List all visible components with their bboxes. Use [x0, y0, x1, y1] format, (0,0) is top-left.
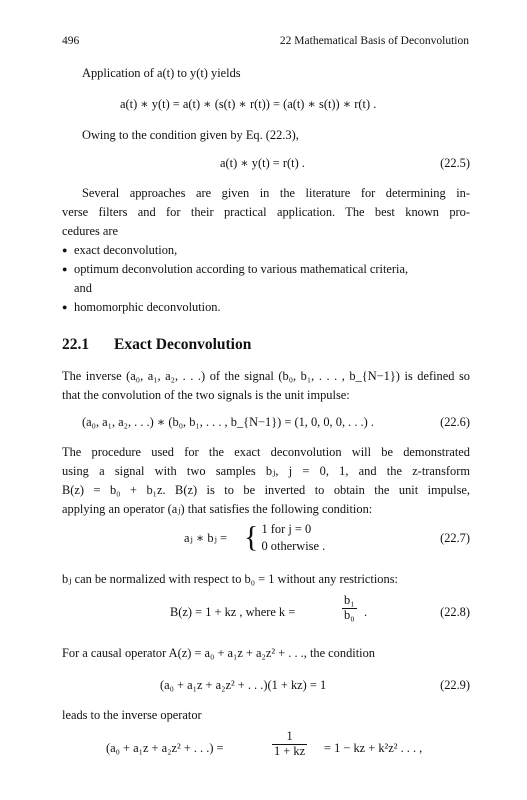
- section-title: Exact Deconvolution: [114, 336, 252, 353]
- equation-fraction: [272, 730, 307, 758]
- case-two: 0 otherwise .: [261, 538, 326, 553]
- cases-block: [262, 521, 326, 554]
- equation-body: a(t) ∗ y(t) = a(t) ∗ (s(t) ∗ r(t)) = (a(t) ∗ s(t)) ∗ r(t) .: [120, 97, 377, 111]
- equation-body: (a₀ + a₁z + a₂z² + . . .)(1 + kz) = 1: [160, 678, 327, 692]
- paragraph-procedure-line-1: The procedure used for the exact deconvolution will be demonstrated: [62, 445, 470, 459]
- paragraph-approaches-line-2: verse filters and for their practical application. The best known pro-: [62, 205, 470, 219]
- case-one: 1 for j = 0: [261, 522, 312, 536]
- bullet-icon: ●: [62, 264, 68, 274]
- fraction-numerator: b₁: [344, 593, 355, 607]
- equation-associativity: [62, 95, 470, 119]
- paragraph-approaches-line-3: cedures are: [62, 224, 119, 238]
- paragraph-causal: For a causal operator A(z) = a₀ + a₁z + a₂z² + . . ., the condition: [62, 646, 375, 660]
- equation-22-5: [62, 154, 470, 178]
- section-heading: [62, 333, 251, 356]
- running-header: [62, 33, 469, 49]
- equation-lhs: aⱼ ∗ bⱼ =: [184, 531, 227, 545]
- equation-body: B(z) = 1 + kz , where k =: [170, 605, 296, 619]
- equation-cases: [244, 521, 325, 554]
- equation-tail: .: [364, 605, 368, 619]
- equation-body: a(t) ∗ y(t) = r(t) .: [220, 156, 305, 170]
- list-item-text: homomorphic deconvolution.: [74, 300, 221, 314]
- paragraph-procedure-line-4: applying an operator (aⱼ) that satisfies the following condition:: [62, 502, 373, 516]
- equation-number: (22.8): [440, 605, 470, 619]
- section-number: 22.1: [62, 336, 90, 353]
- paragraph-inverse-line-2: that the convolution of the two signals is the unit impulse:: [62, 388, 350, 402]
- list-item-text: exact deconvolution,: [74, 243, 178, 257]
- equation-fraction: [342, 594, 357, 622]
- equation-number: (22.6): [440, 415, 470, 429]
- equation-22-9: [62, 676, 470, 700]
- equation-22-8: [62, 594, 470, 634]
- bullet-icon: ●: [62, 245, 68, 255]
- paragraph-procedure-line-2: using a signal with two samples bⱼ, j = 0, 1, and the z-transform: [62, 464, 470, 478]
- equation-rhs: = 1 − kz + k²z² . . . ,: [324, 741, 423, 755]
- paragraph-normalize: bⱼ can be normalized with respect to b₀ = 1 without any restrictions:: [62, 572, 398, 586]
- paragraph-inverse-line-1: The inverse (a₀, a₁, a₂, . . .) of the signal (b₀, b₁, . . . , b_{N−1}) is defined so: [62, 369, 470, 383]
- list-item-continuation: and: [74, 281, 92, 295]
- paragraph-leads: leads to the inverse operator: [62, 708, 202, 722]
- equation-22-7: [62, 518, 470, 562]
- fraction-denominator: b₀: [344, 607, 355, 622]
- paragraph-application: Application of a(t) to y(t) yields: [82, 66, 241, 80]
- paragraph-procedure-line-3: B(z) = b₀ + b₁z. B(z) is to be inverted to obtain the unit impulse,: [62, 483, 470, 497]
- equation-body: (a₀, a₁, a₂, . . .) ∗ (b₀, b₁, . . . , b_{N−1}) = (1, 0, 0, 0, . . .) .: [82, 415, 374, 429]
- equation-22-6: [62, 413, 470, 437]
- paragraph-owing: Owing to the condition given by Eq. (22.3),: [82, 128, 299, 142]
- fraction-denominator: 1 + kz: [274, 743, 306, 758]
- equation-inverse-operator: [62, 730, 470, 770]
- bullet-icon: ●: [62, 302, 68, 312]
- equation-number: (22.7): [440, 531, 470, 545]
- equation-number: (22.5): [440, 156, 470, 170]
- list-item-text: optimum deconvolution according to various mathematical criteria,: [74, 262, 409, 276]
- running-title: 22 Mathematical Basis of Deconvolution: [279, 35, 469, 47]
- fraction-numerator: 1: [272, 730, 307, 745]
- equation-number: (22.9): [440, 678, 470, 692]
- equation-lhs: (a₀ + a₁z + a₂z² + . . .) =: [106, 741, 224, 755]
- left-brace: {: [244, 520, 259, 554]
- page-number: 496: [62, 35, 80, 47]
- paragraph-approaches-line-1: Several approaches are given in the literature for determining in-: [82, 186, 470, 200]
